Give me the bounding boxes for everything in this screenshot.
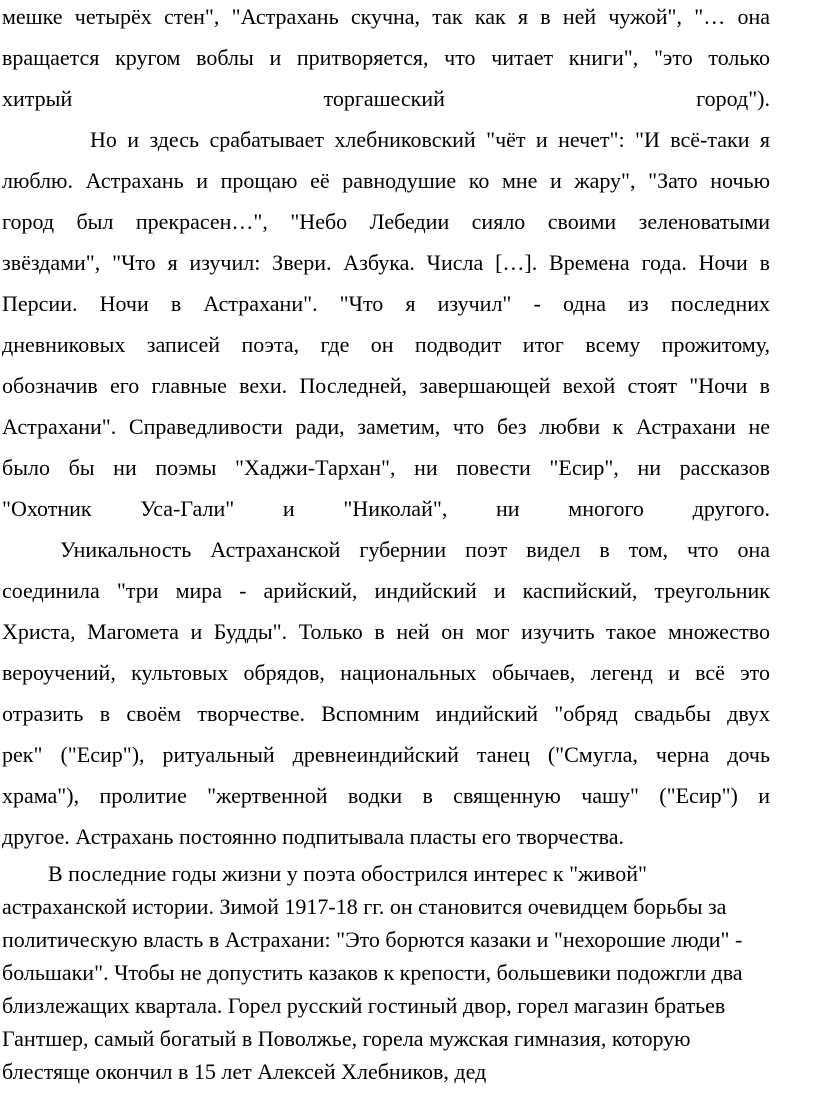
text-line: В последние годы жизни у поэта обострился интерес к "живой" [48,861,648,886]
text-line: близлежащих квартала. Горел русский гостиный двор, горел магазин братьев [2,993,726,1018]
text-line: "Охотник Уса-Гали" и "Николай", ни многого другого. [2,496,770,521]
text-line: вращается кругом воблы и притворяется, что читает книги", "это только [2,45,770,70]
text-line: Но и здесь срабатывает хлебниковский "чёт и нечет": "И всё-таки я [90,127,770,152]
text-line: рек" ("Есир"), ритуальный древнеиндийский танец ("Смугла, черна дочь [2,742,770,767]
text-line: город был прекрасен…", "Небо Лебедии сияло своими зеленоватыми [2,209,770,234]
text-line: обозначив его главные вехи. Последней, завершающей вехой стоят "Ночи в [2,373,770,398]
text-line: Христа, Магомета и Будды". Только в ней он мог изучить такое множество [2,619,770,644]
text-line: блестяще окончил в 15 лет Алексей Хлебников, дед [2,1059,487,1084]
text-line: звёздами", "Что я изучил: Звери. Азбука. Числа […]. Времена года. Ночи в [2,250,770,275]
text-line: было бы ни поэмы "Хаджи-Тархан", ни повести "Есир", ни рассказов [2,455,770,480]
paragraph-1 [2,0,770,529]
text-line: соединила "три мира - арийский, индийский и каспийский, треугольник [2,578,770,603]
text-line: люблю. Астрахань и прощаю её равнодушие ко мне и жару", "Зато ночью [2,168,770,193]
text-line: политическую власть в Астрахани: "Это борются казаки и "нехорошие люди" - [2,927,743,952]
text-line: вероучений, культовых обрядов, национальных обычаев, легенд и всё это [2,660,770,685]
text-line: Гантшер, самый богатый в Поволжье, горела мужская гимназия, которую [2,1026,691,1051]
text-line: хитрый торгашеский город"). [2,86,770,111]
text-line: астраханской истории. Зимой 1917-18 гг. он становится очевидцем борьбы за [2,894,727,919]
text-line: большаки". Чтобы не допустить казаков к крепости, большевики подожгли два [2,960,743,985]
paragraph-3 [2,857,770,1088]
text-line: Астрахани". Справедливости ради, заметим, что без любви к Астрахани не [2,414,770,439]
text-line: другое. Астрахань постоянно подпитывала пласты его творчества. [2,824,625,849]
text-line: Персии. Ночи в Астрахани". "Что я изучил" - одна из последних [2,291,770,316]
text-line: дневниковых записей поэта, где он подводит итог всему прожитому, [2,332,770,357]
text-line: Уникальность Астраханской губернии поэт видел в том, что она [60,537,770,562]
text-line: храма"), пролитие "жертвенной водки в священную чашу" ("Есир") и [2,783,770,808]
paragraph-2 [2,529,770,857]
text-line: мешке четырёх стен", "Астрахань скучна, так как я в ней чужой", "… она [2,4,770,29]
text-line: отразить в своём творчестве. Вспомним индийский "обряд свадьбы двух [2,701,770,726]
